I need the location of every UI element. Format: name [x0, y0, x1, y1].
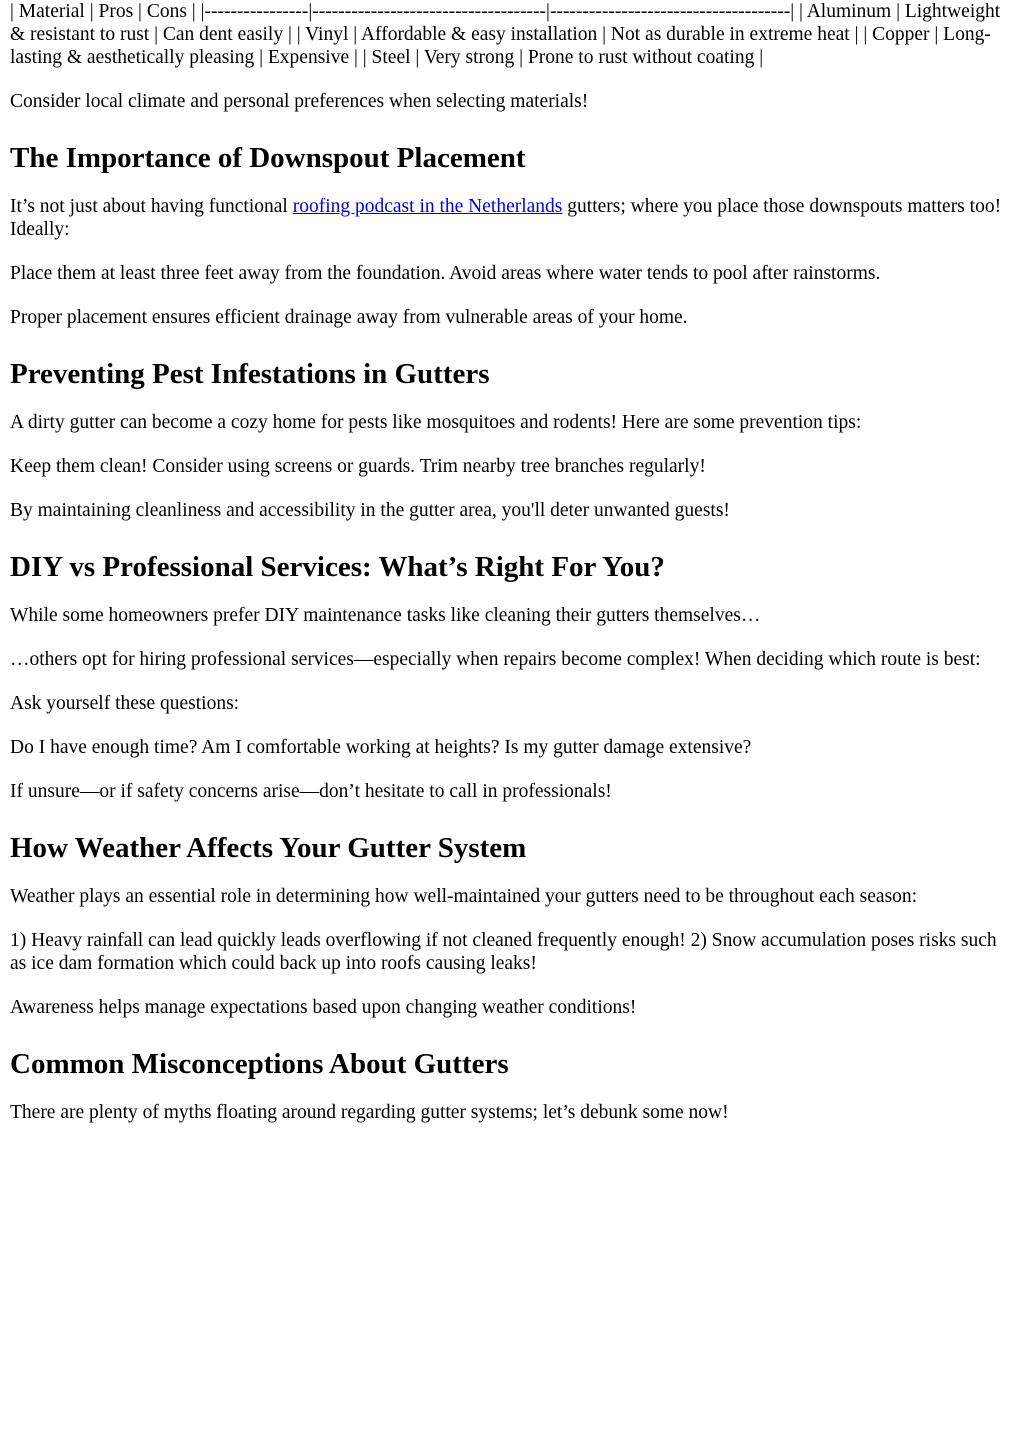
- myths-heading: Common Misconceptions About Gutters: [10, 1048, 509, 1080]
- diy-closing: If unsure—or if safety concerns arise—don’t hesitate to call in professionals!: [10, 781, 612, 802]
- materials-note: Consider local climate and personal preferences when selecting materials!: [10, 91, 589, 112]
- weather-heading: How Weather Affects Your Gutter System: [10, 832, 527, 864]
- downspout-intro-before: It’s not just about having functional: [10, 196, 293, 217]
- pests-tips: Keep them clean! Consider using screens or guards. Trim nearby tree branches regularly!: [10, 456, 706, 477]
- diy-heading: DIY vs Professional Services: What’s Right For You?: [10, 551, 665, 583]
- diy-paragraph-2: …others opt for hiring professional services—especially when repairs become complex! When deciding which route is best:: [10, 649, 981, 670]
- weather-closing: Awareness helps manage expectations based upon changing weather conditions!: [10, 997, 637, 1018]
- diy-questions: Do I have enough time? Am I comfortable working at heights? Is my gutter damage extensive?: [10, 737, 752, 758]
- downspout-tips: Place them at least three feet away from the foundation. Avoid areas where water tends to pool after rainstorms.: [10, 263, 881, 284]
- roofing-podcast-link[interactable]: roofing podcast in the Netherlands: [292, 196, 563, 217]
- pests-heading: Preventing Pest Infestations in Gutters: [10, 358, 490, 390]
- weather-intro: Weather plays an essential role in determining how well-maintained your gutters need to be throughout each season:: [10, 886, 918, 907]
- weather-points: 1) Heavy rainfall can lead quickly leads overflowing if not cleaned frequently enough! 2) Snow accumulation poses risks such as ice dam formation which could back up into roofs causing leaks!: [10, 930, 997, 974]
- downspout-intro-after: gutters; where you place those downspouts matters too! Ideally:: [10, 196, 1002, 240]
- materials-table-text: | Material | Pros | Cons | |----------------|------------------------------------|-------------------------------------| | Aluminum | Lightweight & resistant to rust | Can dent easily | | Vinyl | Affordable & easy installation | Not as durable in extreme heat | | Copper | Long-lasting & aesthetically pleasing | Expensive | | Steel | Very strong | Prone to rust without coating |: [10, 1, 1001, 68]
- diy-paragraph-1: While some homeowners prefer DIY maintenance tasks like cleaning their gutters themselves…: [10, 605, 761, 626]
- downspout-intro: [10, 195, 1014, 241]
- downspout-closing: Proper placement ensures efficient drainage away from vulnerable areas of your home.: [10, 307, 688, 328]
- diy-paragraph-3: Ask yourself these questions:: [10, 693, 240, 714]
- pests-closing: By maintaining cleanliness and accessibility in the gutter area, you'll deter unwanted guests!: [10, 500, 730, 521]
- myths-intro: There are plenty of myths floating around regarding gutter systems; let’s debunk some now!: [10, 1102, 729, 1123]
- downspout-heading: The Importance of Downspout Placement: [10, 142, 526, 174]
- pests-intro: A dirty gutter can become a cozy home for pests like mosquitoes and rodents! Here are some prevention tips:: [10, 412, 862, 433]
